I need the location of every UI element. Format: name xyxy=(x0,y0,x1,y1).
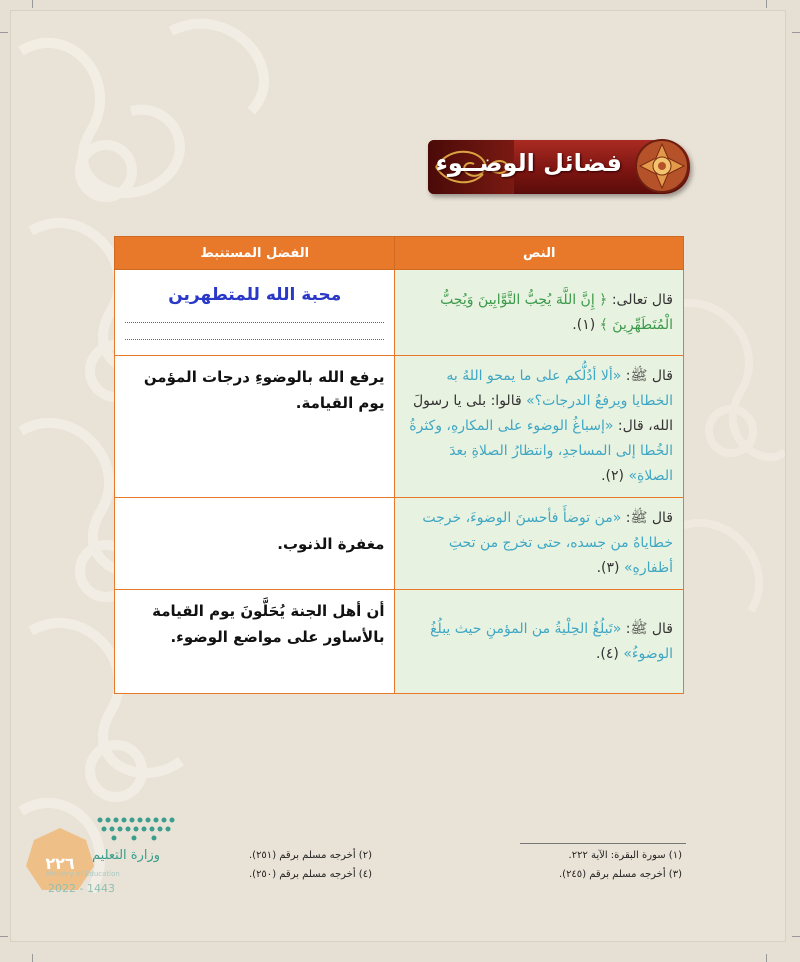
handwritten-answer: محبة الله للمتطهرين xyxy=(168,284,342,305)
header-text: النص xyxy=(395,237,684,270)
footnote-ref: (١). xyxy=(572,316,596,333)
ministry-logo-icon xyxy=(94,812,180,842)
text-middle: قالوا: بلى يا رسولَ الله، قال: xyxy=(412,393,673,434)
text-prefix: قال ﷺ: xyxy=(625,620,673,637)
text-cell xyxy=(395,590,684,694)
footnote-ref: (٣). xyxy=(596,560,620,576)
footnote-1: (١) سورة البقرة: الآية ٢٢٢. xyxy=(568,850,682,861)
text-prefix: قال تعالى: xyxy=(611,291,673,308)
text-prefix: قال ﷺ: xyxy=(625,368,673,384)
virtue-cell: مغفرة الذنوب. xyxy=(115,498,395,590)
ministry-year: 2022 - 1443 xyxy=(48,882,115,895)
table-row xyxy=(115,590,684,694)
footnote-divider xyxy=(520,843,686,844)
table-row xyxy=(115,356,684,498)
virtue-cell: أن أهل الجنة يُحَلَّونَ يوم القيامة بالأساور على مواضع الوضوء. xyxy=(115,590,395,694)
ministry-subtitle: Ministry of Education xyxy=(46,870,120,878)
footnote-ref: (٢). xyxy=(601,468,624,484)
ministry-name: وزارة التعليم xyxy=(92,848,161,863)
page-title: فضائل الوضــوء xyxy=(435,149,622,177)
footnote-3: (٣) أخرجه مسلم برقم (٢٤٥). xyxy=(558,869,682,880)
hadith-quote: «إسباغُ الوضوء على المكارهِ، وكثرةُ الخُطا إلى المساجدِ، وانتظارُ الصلاةِ بعدَ الصلاةِ» xyxy=(409,418,673,484)
table-row xyxy=(115,498,684,590)
header-virtue: الفضل المستنبط xyxy=(115,237,395,270)
hadith-quote: «تَبلُغُ الحِلْيةُ من المؤمنِ حيث يبلُغُ الوضوءُ» xyxy=(430,620,673,662)
table-row xyxy=(115,270,684,356)
text-cell xyxy=(395,356,684,498)
crop-mark xyxy=(32,0,33,8)
footnote-4: (٤) أخرجه مسلم برقم (٢٥٠). xyxy=(248,869,372,880)
crop-mark xyxy=(766,0,767,8)
virtue-cell: يرفع الله بالوضوءِ درجات المؤمن يوم القيامة. xyxy=(115,356,395,498)
footnote-ref: (٤). xyxy=(595,645,619,662)
crop-mark xyxy=(0,936,8,937)
answer-dotted-line xyxy=(125,308,384,323)
crop-mark xyxy=(792,936,800,937)
crop-mark xyxy=(0,32,8,33)
crop-mark xyxy=(766,954,767,962)
quran-verse: ﴿ إِنَّ اللَّهَ يُحِبُّ التَّوَّابِينَ وَيُحِبُّ الْمُتَطَهِّرِينَ ﴾ xyxy=(440,291,673,333)
table-header-row xyxy=(115,237,684,270)
medallion-icon xyxy=(634,138,690,194)
page-number: ٢٢٦ xyxy=(45,854,75,873)
text-cell xyxy=(395,498,684,590)
virtue-cell xyxy=(115,270,395,356)
crop-mark xyxy=(32,954,33,962)
text-prefix: قال ﷺ: xyxy=(625,510,673,526)
hadith-quote: «ألا أدُلُّكم على ما يمحو اللهُ به الخطايا ويرفعُ الدرجات؟» xyxy=(446,368,673,409)
hadith-quote: «من توضأَ فأحسنَ الوضوءَ، خرجت خطاياهُ من جسده، حتى تخرج من تحتِ أظفارهِ» xyxy=(422,510,673,576)
footnote-2: (٢) أخرجه مسلم برقم (٢٥١). xyxy=(248,850,372,861)
text-cell xyxy=(395,270,684,356)
answer-dotted-line xyxy=(125,325,384,340)
virtues-table xyxy=(114,236,684,694)
crop-mark xyxy=(792,32,800,33)
